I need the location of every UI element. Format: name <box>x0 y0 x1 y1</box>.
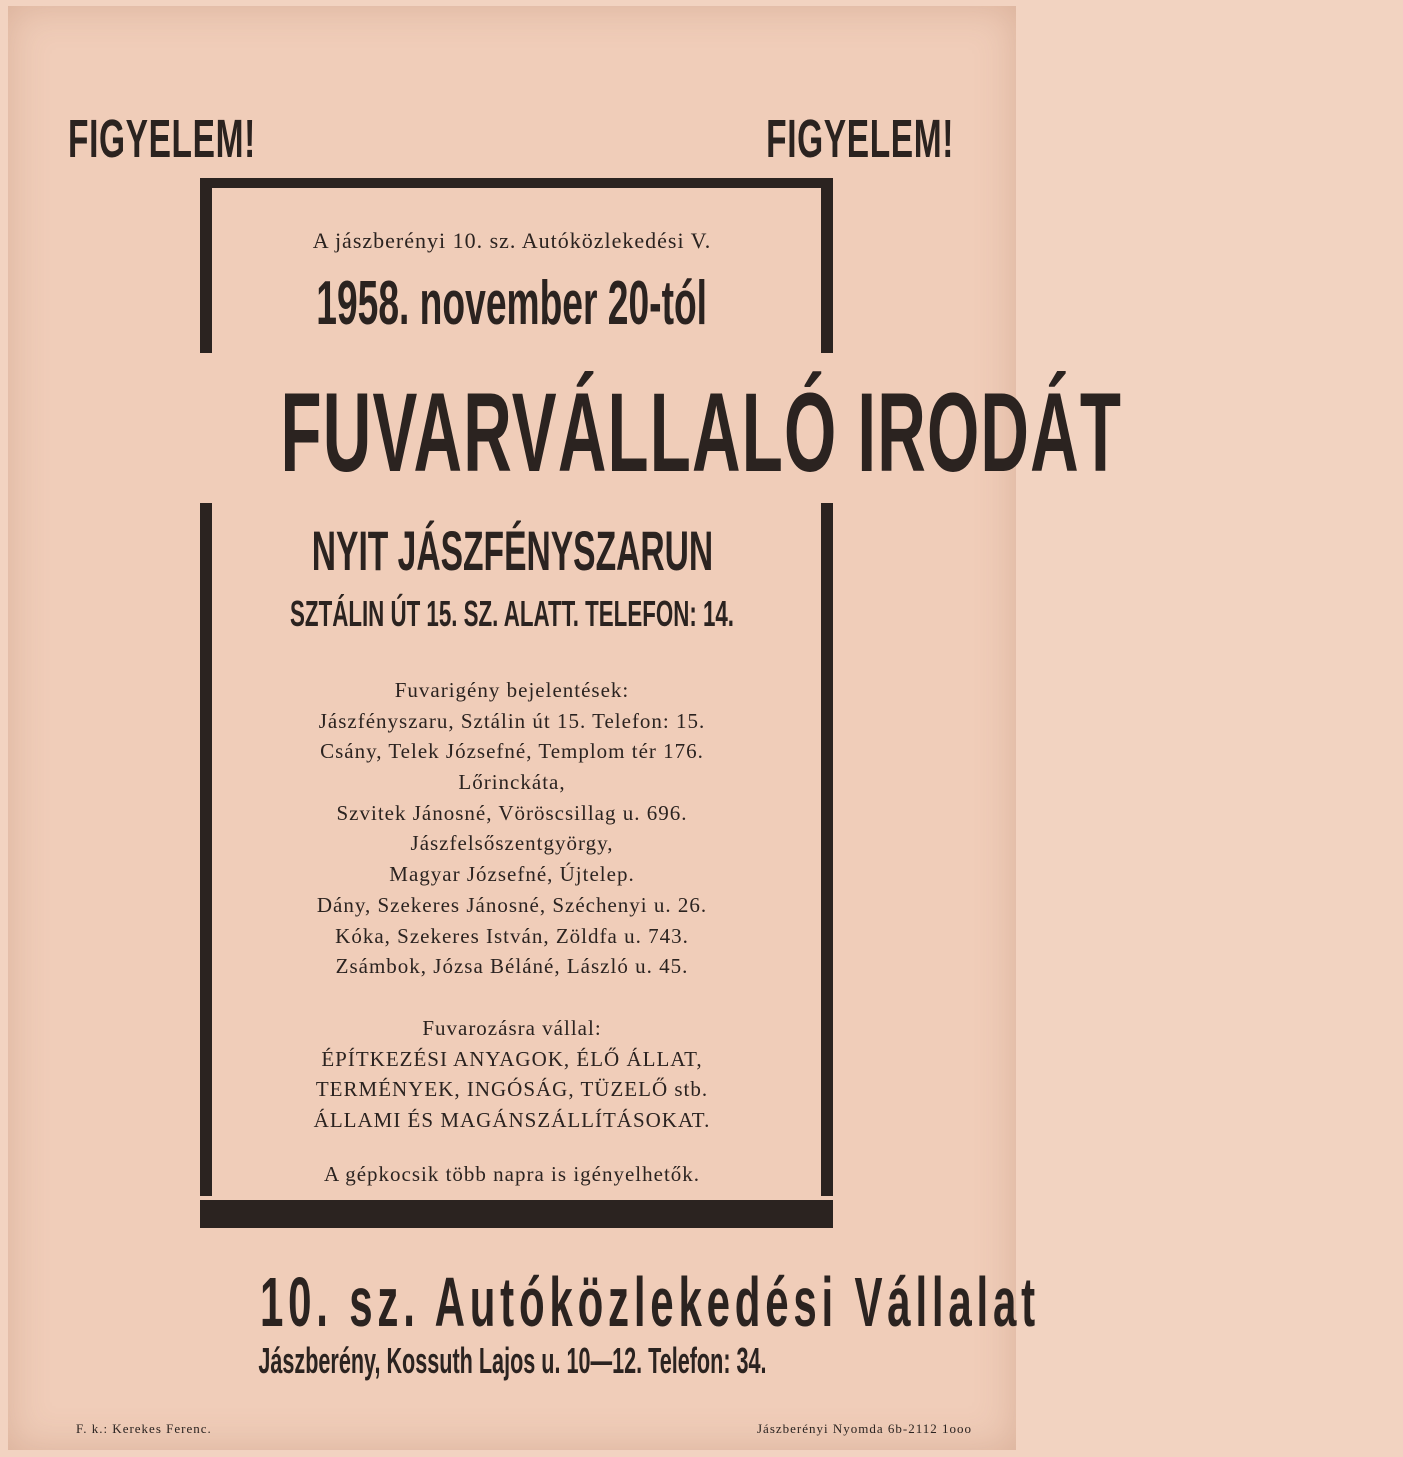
date-heading: 1958. november 20-tól <box>316 269 708 338</box>
note-text: A gépkocsik több napra is igényelhetők. <box>323 1162 701 1186</box>
header-left: FIGYELEM! <box>68 109 256 169</box>
top-rule <box>200 178 833 188</box>
list-item: Lőrinckáta, <box>458 770 566 795</box>
list-item: ÁLLAMI ÉS MAGÁNSZÁLLÍTÁSOKAT. <box>313 1108 711 1133</box>
list-item: Csány, Telek Józsefné, Templom tér 176. <box>320 739 704 764</box>
list-item: TERMÉNYEK, INGÓSÁG, TÜZELŐ stb. <box>315 1077 709 1102</box>
requests-section <box>0 675 1024 982</box>
footer-address-row <box>0 1340 1024 1382</box>
services-title: Fuvarozásra vállal: <box>422 1016 602 1040</box>
headline: FUVARVÁLLALÓ IRODÁT <box>280 370 1123 495</box>
list-item: Dány, Szekeres Jánosné, Széchenyi u. 26. <box>316 892 708 917</box>
opens-heading: NYIT JÁSZFÉNYSZARUN <box>311 519 713 582</box>
list-item: Szvitek Jánosné, Vöröscsillag u. 696. <box>336 800 688 825</box>
note-row <box>0 1159 1024 1190</box>
list-item: Kóka, Szekeres István, Zöldfa u. 743. <box>335 923 689 948</box>
opens-row <box>0 518 1024 583</box>
address-row <box>0 593 1024 635</box>
headline-row <box>0 368 1123 497</box>
list-item: ÉPÍTKEZÉSI ANYAGOK, ÉLŐ ÁLLAT, <box>321 1046 703 1071</box>
footer-row <box>0 1262 1040 1342</box>
list-item: Zsámbok, Józsa Béláné, László u. 45. <box>335 954 689 979</box>
bottom-rule <box>200 1200 833 1228</box>
company-address: Jászberény, Kossuth Lajos u. 10—12. Telefon: 34. <box>257 1340 767 1381</box>
list-item: Jászfényszaru, Sztálin út 15. Telefon: 15. <box>318 708 706 733</box>
list-item: Jászfelsőszentgyörgy, <box>410 831 614 856</box>
imprint-right: Jászberényi Nyomda 6b-2112 1ooo <box>756 1421 972 1436</box>
header-right: FIGYELEM! <box>766 109 954 169</box>
imprint-left: F. k.: Kerekes Ferenc. <box>76 1421 212 1436</box>
company-name: 10. sz. Autóközlekedési Vállalat <box>259 1263 1040 1341</box>
requests-title: Fuvarigény bejelentések: <box>394 678 630 702</box>
date-row <box>0 268 1024 339</box>
list-item: Magyar Józsefné, Újtelep. <box>389 862 635 887</box>
intro-text: A jászberényi 10. sz. Autóközlekedési V. <box>312 228 712 253</box>
office-address: SZTÁLIN ÚT 15. SZ. ALATT. TELEFON: 14. <box>290 593 734 634</box>
services-section <box>0 1013 1024 1136</box>
